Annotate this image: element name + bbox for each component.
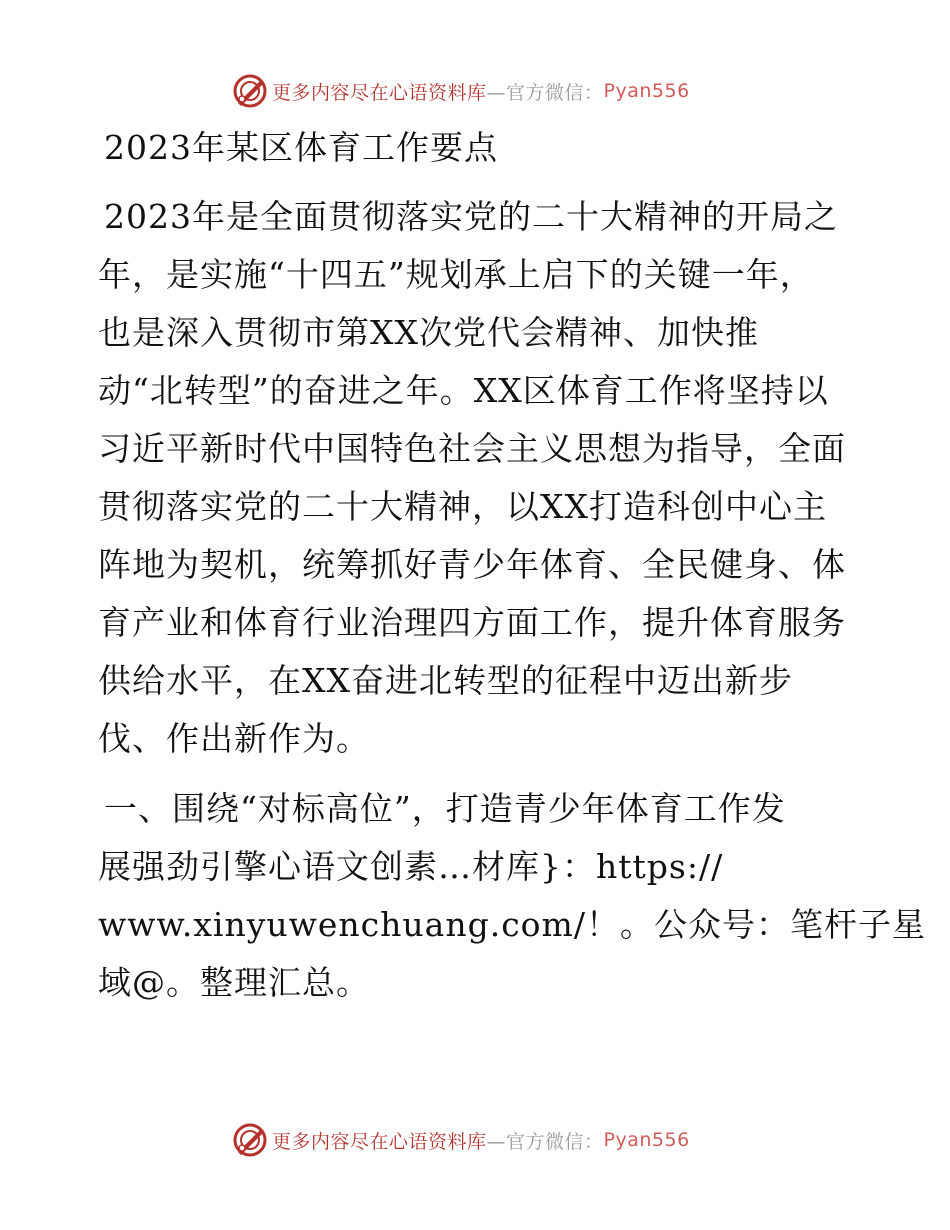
paragraph-line: 贯彻落实党的二十大精神，以XX打造科创中心主 [98,487,827,526]
paragraph-line: 阵地为契机，统筹抓好青少年体育、全民健身、体 [98,545,846,584]
document-body [98,124,926,1024]
paragraph-line: 动“北转型”的奋进之年。XX区体育工作将坚持以 [98,371,829,410]
document-title: 2023年某区体育工作要点 [104,128,498,167]
watermark-separator-text: —官方微信： [486,81,604,104]
watermark-wechat-id: Pyan556 [603,1129,690,1151]
paragraph-line: 展强劲引擎心语文创素…材库}：https:// [98,847,724,886]
header-watermark [232,72,690,110]
watermark-main-text: 更多内容尽在心语资料库 [272,1130,487,1153]
watermark-separator-text: —官方微信： [486,1130,604,1153]
intro-paragraph [98,188,858,768]
quill-logo-icon [232,73,268,109]
watermark-main-text: 更多内容尽在心语资料库 [272,81,487,104]
paragraph-line: 也是深入贯彻市第XX次党代会精神、加快推 [98,313,759,352]
paragraph-line: 域@。整理汇总。 [98,963,370,1002]
paragraph-line: 供给水平，在XX奋进北转型的征程中迈出新步 [98,661,793,700]
watermark-wechat-id: Pyan556 [603,80,690,102]
quill-logo-icon [232,1122,268,1158]
paragraph-line: www.xinyuwenchuang.com/！。公众号：笔杆子星 [98,905,926,944]
section-heading-line: 一、围绕“对标高位”，打造青少年体育工作发 [104,789,786,828]
paragraph-line: 育产业和体育行业治理四方面工作，提升体育服务 [98,603,846,642]
section-1-paragraph [98,780,926,1012]
paragraph-line: 2023年是全面贯彻落实党的二十大精神的开局之 [104,197,838,236]
paragraph-line: 伐、作出新作为。 [98,719,370,758]
paragraph-line: 习近平新时代中国特色社会主义思想为指导，全面 [98,429,846,468]
footer-watermark [232,1121,690,1159]
paragraph-line: 年，是实施“十四五”规划承上启下的关键一年， [98,255,814,294]
